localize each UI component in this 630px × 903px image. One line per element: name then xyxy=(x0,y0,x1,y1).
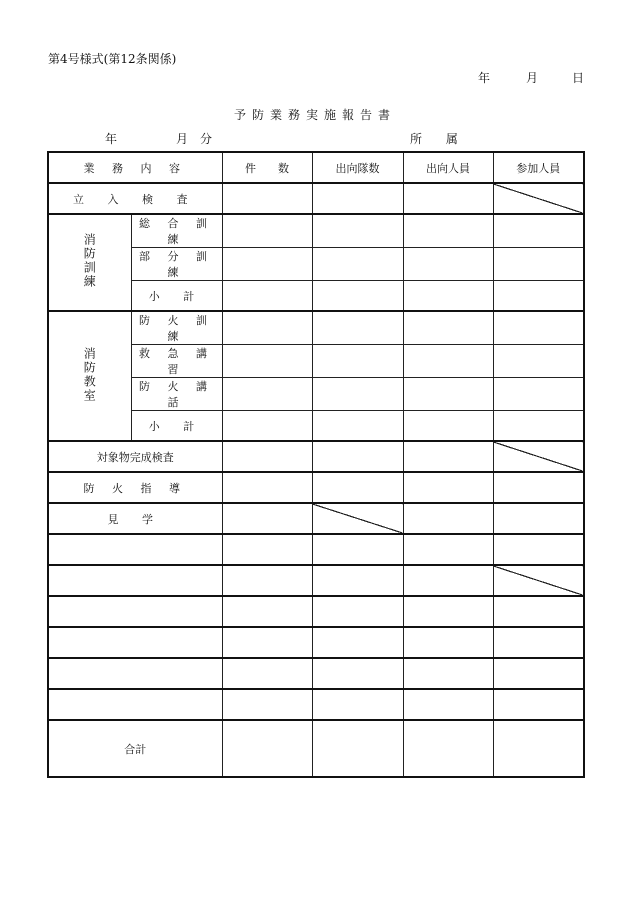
label-blank[interactable] xyxy=(48,627,222,658)
cell-input[interactable] xyxy=(312,596,403,627)
row-blank-3 xyxy=(48,596,584,627)
cell-input[interactable] xyxy=(312,534,403,565)
cell-input[interactable] xyxy=(493,311,584,345)
cell-input[interactable] xyxy=(403,345,493,378)
label-total: 合計 xyxy=(48,720,222,777)
header-units: 出向隊数 xyxy=(312,152,403,183)
cell-input[interactable] xyxy=(222,345,312,378)
cell-input[interactable] xyxy=(403,565,493,596)
header-count: 件 数 xyxy=(222,152,312,183)
cell-input[interactable] xyxy=(312,345,403,378)
cell-input[interactable] xyxy=(222,281,312,312)
label-blank[interactable] xyxy=(48,596,222,627)
cell-input[interactable] xyxy=(403,627,493,658)
cell-input[interactable] xyxy=(222,565,312,596)
row-sogo-kunren xyxy=(48,214,584,248)
header-participants: 参加人員 xyxy=(493,152,584,183)
cell-input[interactable] xyxy=(222,441,312,472)
date-day-label: 日 xyxy=(572,71,585,85)
cell-input[interactable] xyxy=(493,627,584,658)
cell-input[interactable] xyxy=(403,658,493,689)
group-shobo-kunren xyxy=(48,214,131,311)
label-boka-kowa: 防 火 講 話 xyxy=(131,378,222,411)
cell-input[interactable] xyxy=(222,378,312,411)
cell-input[interactable] xyxy=(222,472,312,503)
label-bubun-kunren: 部 分 訓 練 xyxy=(131,248,222,281)
cell-input[interactable] xyxy=(493,214,584,248)
cell-input[interactable] xyxy=(312,311,403,345)
cell-input[interactable] xyxy=(222,503,312,534)
period-year-label: 年 xyxy=(105,132,118,146)
row-kengaku xyxy=(48,503,584,534)
date-month-label: 月 xyxy=(526,71,539,85)
header-business: 業 務 内 容 xyxy=(48,152,222,183)
cell-input[interactable] xyxy=(222,411,312,442)
cell-input[interactable] xyxy=(403,183,493,214)
cell-input[interactable] xyxy=(493,720,584,777)
cell-input[interactable] xyxy=(493,378,584,411)
row-blank-5 xyxy=(48,658,584,689)
group-label-shobo-kunren: 消防訓練 xyxy=(82,233,97,289)
cell-input[interactable] xyxy=(403,503,493,534)
cell-input[interactable] xyxy=(493,411,584,442)
cell-input[interactable] xyxy=(403,411,493,442)
row-tachiiri xyxy=(48,183,584,214)
period-suffix-label: 分 xyxy=(200,132,213,146)
document-title: 予防業務実施報告書 xyxy=(233,108,396,122)
cell-input[interactable] xyxy=(312,281,403,312)
label-blank[interactable] xyxy=(48,565,222,596)
cell-input[interactable] xyxy=(312,214,403,248)
cell-input[interactable] xyxy=(222,720,312,777)
cell-input[interactable] xyxy=(493,534,584,565)
form-number: 第4号様式(第12条関係) xyxy=(48,52,177,66)
label-sogo-kunren: 総 合 訓 練 xyxy=(131,214,222,248)
group-label-shobo-kyoshitsu: 消防教室 xyxy=(82,346,97,403)
row-blank-4 xyxy=(48,627,584,658)
cell-input[interactable] xyxy=(312,720,403,777)
cell-input[interactable] xyxy=(493,658,584,689)
label-kansei-kensa: 対象物完成検査 xyxy=(48,441,222,472)
cell-input[interactable] xyxy=(312,658,403,689)
label-boka-shido: 防 火 指 導 xyxy=(48,472,222,503)
cell-input[interactable] xyxy=(493,503,584,534)
cell-input[interactable] xyxy=(493,689,584,720)
period-month-label: 月 xyxy=(176,132,189,146)
cell-input[interactable] xyxy=(403,472,493,503)
cell-crossed-out xyxy=(493,183,584,214)
cell-input[interactable] xyxy=(222,214,312,248)
cell-crossed-out xyxy=(493,441,584,472)
cell-input[interactable] xyxy=(312,378,403,411)
label-kyoshitsu-subtotal: 小 計 xyxy=(131,411,222,442)
cell-input[interactable] xyxy=(312,441,403,472)
row-boka-kunren xyxy=(48,311,584,345)
cell-input[interactable] xyxy=(222,311,312,345)
cell-input[interactable] xyxy=(403,378,493,411)
row-blank-6 xyxy=(48,689,584,720)
cell-input[interactable] xyxy=(312,627,403,658)
header-row xyxy=(48,152,584,183)
cell-input[interactable] xyxy=(312,472,403,503)
cell-input[interactable] xyxy=(312,689,403,720)
cell-input[interactable] xyxy=(493,472,584,503)
group-shobo-kyoshitsu xyxy=(48,311,131,441)
cell-input[interactable] xyxy=(493,281,584,312)
cell-input[interactable] xyxy=(403,248,493,281)
cell-input[interactable] xyxy=(222,627,312,658)
label-tachiiri: 立 入 検 査 xyxy=(48,183,222,214)
cell-input[interactable] xyxy=(493,596,584,627)
cell-input[interactable] xyxy=(403,720,493,777)
row-blank-1 xyxy=(48,534,584,565)
date-year-label: 年 xyxy=(478,71,491,85)
cell-input[interactable] xyxy=(403,441,493,472)
cell-input[interactable] xyxy=(222,183,312,214)
label-kyukyu-koshu: 救 急 講 習 xyxy=(131,345,222,378)
cell-crossed-out xyxy=(312,503,403,534)
label-blank[interactable] xyxy=(48,689,222,720)
cell-input[interactable] xyxy=(222,658,312,689)
cell-input[interactable] xyxy=(312,183,403,214)
row-total xyxy=(48,720,584,777)
cell-crossed-out xyxy=(493,565,584,596)
cell-input[interactable] xyxy=(403,281,493,312)
row-blank-2 xyxy=(48,565,584,596)
cell-input[interactable] xyxy=(222,596,312,627)
cell-input[interactable] xyxy=(403,689,493,720)
cell-input[interactable] xyxy=(493,345,584,378)
label-blank[interactable] xyxy=(48,534,222,565)
cell-input[interactable] xyxy=(222,534,312,565)
report-table xyxy=(47,151,585,778)
cell-input[interactable] xyxy=(403,214,493,248)
cell-input[interactable] xyxy=(403,596,493,627)
cell-input[interactable] xyxy=(493,248,584,281)
cell-input[interactable] xyxy=(312,565,403,596)
row-boka-shido xyxy=(48,472,584,503)
cell-input[interactable] xyxy=(222,689,312,720)
label-blank[interactable] xyxy=(48,658,222,689)
department-label: 所 属 xyxy=(410,132,468,146)
cell-input[interactable] xyxy=(312,411,403,442)
label-kengaku: 見 学 xyxy=(48,503,222,534)
row-kansei-kensa xyxy=(48,441,584,472)
cell-input[interactable] xyxy=(403,311,493,345)
cell-input[interactable] xyxy=(403,534,493,565)
cell-input[interactable] xyxy=(312,248,403,281)
label-kunren-subtotal: 小 計 xyxy=(131,281,222,312)
header-personnel: 出向人員 xyxy=(403,152,493,183)
label-boka-kunren: 防 火 訓 練 xyxy=(131,311,222,345)
cell-input[interactable] xyxy=(222,248,312,281)
